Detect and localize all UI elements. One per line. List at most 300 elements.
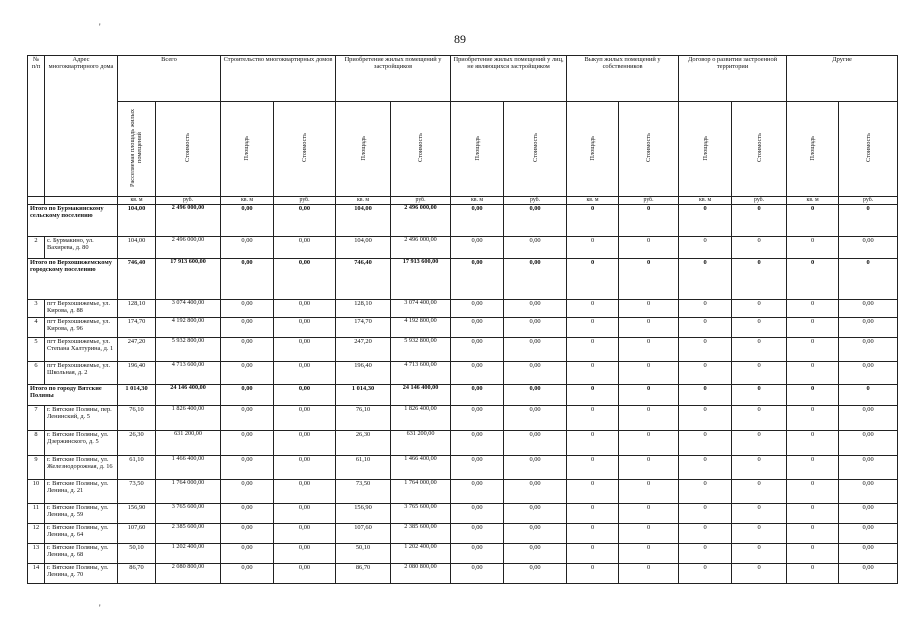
area-cell: 0,00 bbox=[221, 504, 274, 524]
cost-cell: 0 bbox=[732, 338, 787, 362]
area-cell: 26,30 bbox=[118, 431, 156, 456]
area-cell: 0 bbox=[567, 406, 619, 431]
cost-cell: 0,00 bbox=[274, 362, 336, 385]
area-cell: 0,00 bbox=[221, 318, 274, 338]
unit-area: кв. м bbox=[336, 197, 391, 205]
area-cell: 0,00 bbox=[221, 406, 274, 431]
cost-cell: 0,00 bbox=[274, 544, 336, 564]
area-cell: 174,70 bbox=[336, 318, 391, 338]
area-cell: 0 bbox=[787, 385, 839, 406]
cost-cell: 5 932 800,00 bbox=[391, 338, 451, 362]
cost-cell: 0,00 bbox=[839, 564, 898, 584]
area-cell: 0,00 bbox=[451, 318, 504, 338]
area-cell: 0 bbox=[567, 524, 619, 544]
unit-area: кв. м bbox=[787, 197, 839, 205]
cost-cell: 0 bbox=[619, 237, 679, 259]
area-cell: 0,00 bbox=[451, 237, 504, 259]
cost-cell: 4 192 800,00 bbox=[156, 318, 221, 338]
row-number: 3 bbox=[28, 300, 45, 318]
sub-header-cost: Стоимость bbox=[184, 133, 192, 163]
area-cell: 0 bbox=[679, 300, 732, 318]
sub-header-total-area: Расселяемая площадь жилых помещений bbox=[129, 108, 144, 187]
row-number: 7 bbox=[28, 406, 45, 431]
area-cell: 0 bbox=[787, 504, 839, 524]
row-number: 2 bbox=[28, 237, 45, 259]
cost-cell: 0,00 bbox=[839, 406, 898, 431]
cost-cell: 0 bbox=[732, 480, 787, 504]
cost-cell: 1 466 400,00 bbox=[391, 456, 451, 480]
sub-header-area: Площадь bbox=[809, 135, 817, 161]
area-cell: 0 bbox=[787, 362, 839, 385]
cost-cell: 0,00 bbox=[839, 318, 898, 338]
address-cell: пгт Верхошижемье, ул. Кирова, д. 88 bbox=[45, 300, 118, 318]
area-cell: 0 bbox=[567, 431, 619, 456]
area-cell: 0,00 bbox=[221, 385, 274, 406]
cost-cell: 0,00 bbox=[504, 205, 567, 237]
area-cell: 50,10 bbox=[336, 544, 391, 564]
area-cell: 156,90 bbox=[118, 504, 156, 524]
row-number: 6 bbox=[28, 362, 45, 385]
group-other-header: Другие bbox=[787, 56, 898, 102]
cost-cell: 0 bbox=[619, 504, 679, 524]
cost-cell: 0,00 bbox=[274, 205, 336, 237]
area-cell: 104,00 bbox=[336, 205, 391, 237]
row-number: 12 bbox=[28, 524, 45, 544]
area-cell: 128,10 bbox=[118, 300, 156, 318]
unit-rub: руб. bbox=[391, 197, 451, 205]
area-cell: 0 bbox=[787, 456, 839, 480]
cost-cell: 24 146 400,00 bbox=[156, 385, 221, 406]
area-cell: 0 bbox=[787, 406, 839, 431]
cost-cell: 0 bbox=[619, 524, 679, 544]
header-row-subcolumns bbox=[28, 102, 898, 197]
sub-header-cost: Стоимость bbox=[755, 133, 763, 163]
cost-cell: 0,00 bbox=[839, 431, 898, 456]
sub-header-cost: Стоимость bbox=[645, 133, 653, 163]
cost-cell: 3 074 400,00 bbox=[156, 300, 221, 318]
area-cell: 0 bbox=[787, 480, 839, 504]
area-cell: 0,00 bbox=[451, 259, 504, 300]
cost-cell: 0,00 bbox=[504, 362, 567, 385]
page-number: 89 bbox=[454, 32, 466, 46]
area-cell: 0,00 bbox=[221, 362, 274, 385]
area-cell: 0 bbox=[567, 385, 619, 406]
unit-rub: руб. bbox=[156, 197, 221, 205]
area-cell: 0,00 bbox=[451, 480, 504, 504]
area-cell: 0 bbox=[679, 406, 732, 431]
cost-cell: 0 bbox=[619, 456, 679, 480]
subtotal-label: Итого по Верхошижемскому городскому поселению bbox=[28, 259, 118, 300]
area-cell: 196,40 bbox=[118, 362, 156, 385]
group-buyout-header: Выкуп жилых помещений у собственников bbox=[567, 56, 679, 102]
unit-rub: руб. bbox=[732, 197, 787, 205]
area-cell: 0 bbox=[567, 338, 619, 362]
cost-cell: 0 bbox=[732, 504, 787, 524]
cost-cell: 0,00 bbox=[504, 431, 567, 456]
area-cell: 0,00 bbox=[451, 205, 504, 237]
table-row bbox=[28, 318, 898, 338]
area-cell: 86,70 bbox=[118, 564, 156, 584]
cost-cell: 0,00 bbox=[839, 544, 898, 564]
cost-cell: 0,00 bbox=[839, 524, 898, 544]
cost-cell: 0,00 bbox=[504, 237, 567, 259]
area-cell: 26,30 bbox=[336, 431, 391, 456]
cost-cell: 0 bbox=[619, 544, 679, 564]
area-cell: 0,00 bbox=[451, 362, 504, 385]
area-cell: 0 bbox=[679, 504, 732, 524]
cost-cell: 0,00 bbox=[274, 318, 336, 338]
area-cell: 0 bbox=[679, 385, 732, 406]
cost-cell: 0 bbox=[619, 431, 679, 456]
cost-cell: 2 496 000,00 bbox=[156, 205, 221, 237]
cost-cell: 0 bbox=[619, 338, 679, 362]
area-cell: 0 bbox=[787, 205, 839, 237]
cost-cell: 0 bbox=[732, 544, 787, 564]
cost-cell: 3 765 600,00 bbox=[391, 504, 451, 524]
cost-cell: 0,00 bbox=[839, 237, 898, 259]
subtotal-label: Итого по городу Вятские Поляны bbox=[28, 385, 118, 406]
area-cell: 196,40 bbox=[336, 362, 391, 385]
address-cell: с. Бурмакино, ул. Вахирева, д. 80 bbox=[45, 237, 118, 259]
address-cell: г. Вятские Поляны, ул. Ленина, д. 68 bbox=[45, 544, 118, 564]
subtotal-label: Итого по Бурмакинскому сельскому поселению bbox=[28, 205, 118, 237]
table-row bbox=[28, 456, 898, 480]
area-cell: 0 bbox=[567, 480, 619, 504]
cost-cell: 5 932 800,00 bbox=[156, 338, 221, 362]
cost-cell: 0 bbox=[839, 259, 898, 300]
unit-area: кв. м bbox=[679, 197, 732, 205]
cost-cell: 0,00 bbox=[504, 259, 567, 300]
cost-cell: 3 765 600,00 bbox=[156, 504, 221, 524]
table-row bbox=[28, 237, 898, 259]
area-cell: 0 bbox=[567, 205, 619, 237]
row-number: 9 bbox=[28, 456, 45, 480]
area-cell: 0,00 bbox=[451, 564, 504, 584]
unit-rub: руб. bbox=[839, 197, 898, 205]
area-cell: 0,00 bbox=[451, 456, 504, 480]
cost-cell: 4 713 600,00 bbox=[156, 362, 221, 385]
cost-cell: 0,00 bbox=[504, 318, 567, 338]
sub-header-cost: Стоимость bbox=[301, 133, 308, 163]
cost-cell: 0,00 bbox=[504, 406, 567, 431]
unit-rub: руб. bbox=[274, 197, 336, 205]
cost-cell: 0,00 bbox=[504, 524, 567, 544]
address-cell: пгт Верхошижемье, ул. Кирова, д. 96 bbox=[45, 318, 118, 338]
unit-area: кв. м bbox=[221, 197, 274, 205]
unit-rub: руб. bbox=[619, 197, 679, 205]
unit-rub: руб. bbox=[504, 197, 567, 205]
cost-cell: 2 080 800,00 bbox=[156, 564, 221, 584]
row-number: 5 bbox=[28, 338, 45, 362]
sub-header-cost: Стоимость bbox=[417, 133, 424, 163]
unit-area: кв. м bbox=[567, 197, 619, 205]
area-cell: 0 bbox=[679, 237, 732, 259]
scan-mark-bottom: ' bbox=[99, 603, 101, 613]
cost-cell: 0,00 bbox=[274, 237, 336, 259]
area-cell: 0 bbox=[679, 544, 732, 564]
area-cell: 0 bbox=[679, 362, 732, 385]
table-row bbox=[28, 504, 898, 524]
area-cell: 0,00 bbox=[451, 300, 504, 318]
area-cell: 1 014,30 bbox=[336, 385, 391, 406]
address-cell: г. Вятские Поляны, ул. Железнодорожная, д. 16 bbox=[45, 456, 118, 480]
cost-cell: 1 764 000,00 bbox=[391, 480, 451, 504]
cost-cell: 0,00 bbox=[839, 338, 898, 362]
area-cell: 0 bbox=[787, 544, 839, 564]
area-cell: 107,60 bbox=[118, 524, 156, 544]
table-row bbox=[28, 338, 898, 362]
cost-cell: 0 bbox=[839, 385, 898, 406]
table-row bbox=[28, 362, 898, 385]
area-cell: 0 bbox=[787, 338, 839, 362]
table-row bbox=[28, 406, 898, 431]
group-total-header: Всего bbox=[118, 56, 221, 102]
cost-cell: 0 bbox=[619, 385, 679, 406]
area-cell: 0 bbox=[567, 259, 619, 300]
cost-cell: 0 bbox=[732, 456, 787, 480]
address-cell: пгт Верхошижемье, ул. Степана Халтурина, д. 1 bbox=[45, 338, 118, 362]
area-cell: 247,20 bbox=[336, 338, 391, 362]
cost-cell: 0,00 bbox=[504, 564, 567, 584]
header-row-units bbox=[28, 197, 898, 205]
area-cell: 86,70 bbox=[336, 564, 391, 584]
area-cell: 0 bbox=[679, 338, 732, 362]
cost-cell: 0,00 bbox=[504, 300, 567, 318]
area-cell: 0,00 bbox=[451, 544, 504, 564]
cost-cell: 0,00 bbox=[274, 385, 336, 406]
area-cell: 746,40 bbox=[336, 259, 391, 300]
area-cell: 0,00 bbox=[221, 431, 274, 456]
table-row bbox=[28, 480, 898, 504]
cost-cell: 0,00 bbox=[274, 564, 336, 584]
area-cell: 0 bbox=[567, 564, 619, 584]
cost-cell: 631 200,00 bbox=[391, 431, 451, 456]
cost-cell: 1 826 400,00 bbox=[391, 406, 451, 431]
col-address-header: Адрес многоквартирного дома bbox=[45, 56, 118, 197]
area-cell: 73,50 bbox=[118, 480, 156, 504]
area-cell: 104,00 bbox=[118, 237, 156, 259]
area-cell: 0 bbox=[567, 456, 619, 480]
row-number: 14 bbox=[28, 564, 45, 584]
area-cell: 0,00 bbox=[451, 338, 504, 362]
area-cell: 0 bbox=[567, 318, 619, 338]
group-development-contract-header: Договор о развитии застроенной территории bbox=[679, 56, 787, 102]
sub-header-area: Площадь bbox=[701, 135, 709, 161]
cost-cell: 0 bbox=[619, 300, 679, 318]
area-cell: 0 bbox=[567, 504, 619, 524]
area-cell: 0,00 bbox=[451, 524, 504, 544]
area-cell: 0,00 bbox=[221, 564, 274, 584]
area-cell: 104,00 bbox=[118, 205, 156, 237]
cost-cell: 2 496 000,00 bbox=[156, 237, 221, 259]
area-cell: 0 bbox=[679, 456, 732, 480]
cost-cell: 0,00 bbox=[839, 456, 898, 480]
cost-cell: 0,00 bbox=[504, 385, 567, 406]
cost-cell: 0,00 bbox=[504, 338, 567, 362]
cost-cell: 0 bbox=[619, 362, 679, 385]
area-cell: 0 bbox=[567, 544, 619, 564]
area-cell: 0,00 bbox=[451, 406, 504, 431]
cost-cell: 0 bbox=[732, 431, 787, 456]
cost-cell: 0,00 bbox=[504, 544, 567, 564]
area-cell: 0,00 bbox=[221, 300, 274, 318]
cost-cell: 0,00 bbox=[274, 480, 336, 504]
area-cell: 0,00 bbox=[221, 259, 274, 300]
area-cell: 61,10 bbox=[336, 456, 391, 480]
sub-header-area: Площадь bbox=[243, 135, 251, 161]
group-construction-header: Строительство многоквартирных домов bbox=[221, 56, 336, 102]
cost-cell: 0,00 bbox=[274, 406, 336, 431]
area-cell: 0 bbox=[679, 524, 732, 544]
area-cell: 0,00 bbox=[451, 431, 504, 456]
area-cell: 0 bbox=[679, 205, 732, 237]
cost-cell: 0,00 bbox=[274, 524, 336, 544]
cost-cell: 0,00 bbox=[274, 259, 336, 300]
cost-cell: 17 913 600,00 bbox=[391, 259, 451, 300]
address-cell: г. Вятские Поляны, ул. Ленина, д. 70 bbox=[45, 564, 118, 584]
area-cell: 0,00 bbox=[221, 544, 274, 564]
area-cell: 76,10 bbox=[336, 406, 391, 431]
area-cell: 0,00 bbox=[221, 456, 274, 480]
unit-area: кв. м bbox=[451, 197, 504, 205]
cost-cell: 2 385 600,00 bbox=[391, 524, 451, 544]
area-cell: 1 014,30 bbox=[118, 385, 156, 406]
row-number: 11 bbox=[28, 504, 45, 524]
cost-cell: 0,00 bbox=[839, 362, 898, 385]
cost-cell: 0 bbox=[732, 259, 787, 300]
address-cell: пгт Верхошижемье, ул. Школьная, д. 2 bbox=[45, 362, 118, 385]
cost-cell: 0 bbox=[732, 237, 787, 259]
area-cell: 50,10 bbox=[118, 544, 156, 564]
area-cell: 0 bbox=[787, 524, 839, 544]
address-cell: г. Вятские Поляны, ул. Ленина, д. 64 bbox=[45, 524, 118, 544]
address-cell: г. Вятские Поляны, пер. Ленинский, д. 5 bbox=[45, 406, 118, 431]
cost-cell: 1 826 400,00 bbox=[156, 406, 221, 431]
area-cell: 0 bbox=[567, 300, 619, 318]
cost-cell: 0 bbox=[732, 300, 787, 318]
cost-cell: 0 bbox=[732, 524, 787, 544]
sub-header-area: Площадь bbox=[359, 135, 367, 161]
cost-cell: 0 bbox=[619, 406, 679, 431]
area-cell: 0 bbox=[787, 237, 839, 259]
area-cell: 174,70 bbox=[118, 318, 156, 338]
cost-cell: 4 192 800,00 bbox=[391, 318, 451, 338]
group-nondeveloper-purchase-header: Приобретение жилых помещений у лиц, не являющихся застройщиком bbox=[451, 56, 567, 102]
area-cell: 0 bbox=[679, 259, 732, 300]
row-number: 8 bbox=[28, 431, 45, 456]
table-row bbox=[28, 524, 898, 544]
unit-area: кв. м bbox=[118, 197, 156, 205]
cost-cell: 0,00 bbox=[504, 480, 567, 504]
cost-cell: 0,00 bbox=[504, 504, 567, 524]
cost-cell: 1 466 400,00 bbox=[156, 456, 221, 480]
area-cell: 0 bbox=[567, 362, 619, 385]
cost-cell: 0 bbox=[619, 480, 679, 504]
area-cell: 0 bbox=[679, 564, 732, 584]
sub-header-area: Площадь bbox=[473, 135, 481, 161]
row-number: 4 bbox=[28, 318, 45, 338]
cost-cell: 0 bbox=[619, 564, 679, 584]
cost-cell: 0 bbox=[732, 205, 787, 237]
sub-header-cost: Стоимость bbox=[531, 133, 539, 163]
cost-cell: 2 496 000,00 bbox=[391, 237, 451, 259]
cost-cell: 0 bbox=[839, 205, 898, 237]
row-number: 10 bbox=[28, 480, 45, 504]
cost-cell: 0 bbox=[732, 406, 787, 431]
cost-cell: 0,00 bbox=[839, 480, 898, 504]
address-cell: г. Вятские Поляны, ул. Ленина, д. 59 bbox=[45, 504, 118, 524]
cost-cell: 0 bbox=[732, 362, 787, 385]
row-number: 13 bbox=[28, 544, 45, 564]
cost-cell: 0,00 bbox=[274, 300, 336, 318]
cost-cell: 0 bbox=[732, 318, 787, 338]
area-cell: 0,00 bbox=[221, 480, 274, 504]
cost-cell: 0,00 bbox=[274, 431, 336, 456]
area-cell: 0 bbox=[787, 431, 839, 456]
cost-cell: 3 074 400,00 bbox=[391, 300, 451, 318]
area-cell: 104,00 bbox=[336, 237, 391, 259]
cost-cell: 2 385 600,00 bbox=[156, 524, 221, 544]
area-cell: 61,10 bbox=[118, 456, 156, 480]
cost-cell: 0,00 bbox=[839, 300, 898, 318]
area-cell: 0,00 bbox=[221, 524, 274, 544]
area-cell: 76,10 bbox=[118, 406, 156, 431]
table-row bbox=[28, 300, 898, 318]
area-cell: 73,50 bbox=[336, 480, 391, 504]
area-cell: 0 bbox=[567, 237, 619, 259]
area-cell: 0,00 bbox=[451, 504, 504, 524]
area-cell: 0,00 bbox=[221, 338, 274, 362]
area-cell: 156,90 bbox=[336, 504, 391, 524]
cost-cell: 24 146 400,00 bbox=[391, 385, 451, 406]
cost-cell: 0,00 bbox=[274, 504, 336, 524]
cost-cell: 4 713 600,00 bbox=[391, 362, 451, 385]
cost-cell: 0 bbox=[619, 205, 679, 237]
cost-cell: 2 496 000,00 bbox=[391, 205, 451, 237]
address-cell: г. Вятские Поляны, ул. Дзержинского, д. 5 bbox=[45, 431, 118, 456]
cost-cell: 0 bbox=[732, 385, 787, 406]
area-cell: 746,40 bbox=[118, 259, 156, 300]
table-body bbox=[28, 205, 898, 584]
area-cell: 0 bbox=[787, 300, 839, 318]
area-cell: 0,00 bbox=[221, 205, 274, 237]
cost-cell: 2 080 800,00 bbox=[391, 564, 451, 584]
cost-cell: 1 202 400,00 bbox=[156, 544, 221, 564]
scan-mark-top: ' bbox=[99, 22, 101, 32]
header-row-groups bbox=[28, 56, 898, 102]
area-cell: 107,60 bbox=[336, 524, 391, 544]
cost-cell: 0 bbox=[732, 564, 787, 584]
cost-cell: 0,00 bbox=[274, 338, 336, 362]
resettlement-table bbox=[27, 55, 898, 584]
sub-header-cost: Стоимость bbox=[864, 133, 872, 163]
group-developer-purchase-header: Приобретение жилых помещений у застройщиков bbox=[336, 56, 451, 102]
area-cell: 0 bbox=[679, 480, 732, 504]
cost-cell: 0 bbox=[619, 259, 679, 300]
table-row bbox=[28, 544, 898, 564]
area-cell: 128,10 bbox=[336, 300, 391, 318]
cost-cell: 0,00 bbox=[839, 504, 898, 524]
cost-cell: 1 202 400,00 bbox=[391, 544, 451, 564]
area-cell: 247,20 bbox=[118, 338, 156, 362]
area-cell: 0 bbox=[679, 431, 732, 456]
table-row bbox=[28, 564, 898, 584]
cost-cell: 1 764 000,00 bbox=[156, 480, 221, 504]
subtotal-row bbox=[28, 385, 898, 406]
subtotal-row bbox=[28, 259, 898, 300]
cost-cell: 0,00 bbox=[504, 456, 567, 480]
area-cell: 0,00 bbox=[221, 237, 274, 259]
